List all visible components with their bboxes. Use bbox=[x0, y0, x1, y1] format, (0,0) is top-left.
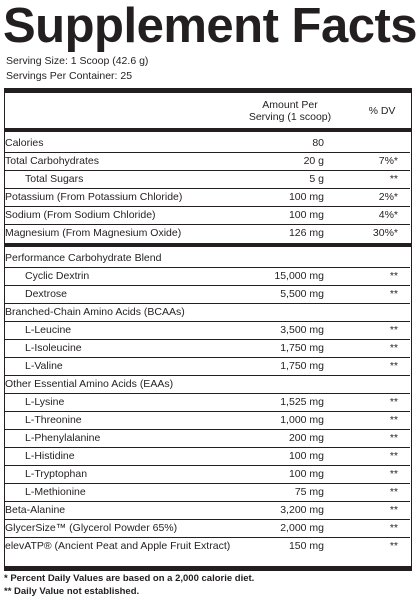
nutrient-row bbox=[5, 285, 410, 303]
nutrient-amount: 1,750 mg bbox=[280, 360, 324, 372]
nutrient-name: Dextrose bbox=[25, 288, 68, 300]
nutrient-row bbox=[5, 267, 410, 285]
nutrient-amount: 1,525 mg bbox=[280, 396, 324, 408]
nutrient-amount: 20 g bbox=[303, 155, 324, 167]
amount-header bbox=[234, 99, 346, 123]
section-thick-rule bbox=[4, 243, 412, 247]
nutrient-dv: ** bbox=[389, 288, 398, 300]
nutrient-dv: ** bbox=[389, 414, 398, 426]
nutrient-dv: ** bbox=[389, 486, 398, 498]
nutrient-name: Branched-Chain Amino Acids (BCAAs) bbox=[5, 306, 185, 318]
nutrient-name: L-Lysine bbox=[25, 396, 65, 408]
nutrient-amount: 100 mg bbox=[288, 468, 324, 480]
nutrient-amount: 2,000 mg bbox=[280, 522, 324, 534]
nutrient-row bbox=[5, 152, 410, 170]
nutrient-name: Cyclic Dextrin bbox=[25, 270, 90, 282]
nutrient-name: Magnesium (From Magnesium Oxide) bbox=[5, 227, 182, 239]
nutrient-name: Beta-Alanine bbox=[5, 504, 66, 516]
nutrient-name: L-Histidine bbox=[25, 450, 75, 462]
nutrient-name: L-Phenylalanine bbox=[25, 432, 101, 444]
nutrient-amount: 5,500 mg bbox=[280, 288, 324, 300]
nutrient-name: Performance Carbohydrate Blend bbox=[5, 252, 162, 264]
nutrient-dv: ** bbox=[389, 324, 398, 336]
nutrient-name: L-Tryptophan bbox=[25, 468, 88, 480]
nutrient-row bbox=[5, 249, 410, 267]
amount-header-line2: Serving (1 scoop) bbox=[248, 111, 332, 123]
nutrient-dv: ** bbox=[389, 396, 398, 408]
nutrient-dv: 4%* bbox=[378, 209, 398, 221]
nutrient-dv: ** bbox=[389, 468, 398, 480]
nutrient-dv: 2%* bbox=[378, 191, 398, 203]
nutrient-amount: 126 mg bbox=[288, 227, 324, 239]
nutrient-amount: 100 mg bbox=[288, 450, 324, 462]
nutrient-amount: 15,000 mg bbox=[274, 270, 324, 282]
nutrient-name: Calories bbox=[5, 137, 44, 149]
nutrient-row bbox=[5, 170, 410, 188]
nutrient-row bbox=[5, 483, 410, 501]
page-title: Supplement Facts bbox=[3, 0, 418, 53]
nutrient-name: elevATP® (Ancient Peat and Apple Fruit Extract) bbox=[5, 540, 231, 552]
nutrient-dv: ** bbox=[389, 432, 398, 444]
nutrient-amount: 3,500 mg bbox=[280, 324, 324, 336]
nutrient-name: Other Essential Amino Acids (EAAs) bbox=[5, 378, 174, 390]
nutrient-name: Sodium (From Sodium Chloride) bbox=[5, 209, 156, 221]
nutrient-name: Total Sugars bbox=[25, 173, 84, 185]
nutrient-row bbox=[5, 537, 410, 555]
nutrient-name: Total Carbohydrates bbox=[5, 155, 99, 167]
dv-header: % DV bbox=[368, 105, 396, 117]
nutrient-name: L-Valine bbox=[25, 360, 63, 372]
nutrient-name: L-Isoleucine bbox=[25, 342, 82, 354]
nutrient-row bbox=[5, 321, 410, 339]
nutrient-row bbox=[5, 375, 410, 393]
nutrient-row bbox=[5, 411, 410, 429]
nutrient-row bbox=[5, 501, 410, 519]
nutrient-dv: ** bbox=[389, 342, 398, 354]
nutrient-amount: 5 g bbox=[309, 173, 324, 185]
nutrient-dv: 30%* bbox=[372, 227, 398, 239]
nutrient-amount: 100 mg bbox=[288, 209, 324, 221]
footnote-dv: ** Daily Value not established. bbox=[4, 586, 140, 597]
nutrient-dv: 7%* bbox=[378, 155, 398, 167]
serving-size: Serving Size: 1 Scoop (42.6 g) bbox=[6, 55, 149, 67]
nutrient-row bbox=[5, 465, 410, 483]
nutrient-amount: 150 mg bbox=[288, 540, 324, 552]
nutrient-amount: 200 mg bbox=[288, 432, 324, 444]
nutrient-amount: 1,750 mg bbox=[280, 342, 324, 354]
nutrient-row bbox=[5, 429, 410, 447]
nutrient-amount: 1,000 mg bbox=[280, 414, 324, 426]
servings-per-container: Servings Per Container: 25 bbox=[6, 70, 133, 82]
nutrient-row bbox=[5, 134, 410, 152]
nutrient-name: L-Leucine bbox=[25, 324, 72, 336]
nutrient-dv: ** bbox=[389, 504, 398, 516]
nutrient-row bbox=[5, 447, 410, 465]
nutrient-row bbox=[5, 393, 410, 411]
nutrient-name: L-Threonine bbox=[25, 414, 82, 426]
nutrient-row bbox=[5, 188, 410, 206]
nutrient-dv: ** bbox=[389, 522, 398, 534]
nutrient-dv: ** bbox=[389, 173, 398, 185]
nutrient-row bbox=[5, 357, 410, 375]
nutrient-amount: 80 bbox=[312, 137, 324, 149]
bottom-thick-rule bbox=[4, 566, 412, 571]
nutrient-amount: 100 mg bbox=[288, 191, 324, 203]
nutrient-amount: 75 mg bbox=[294, 486, 324, 498]
nutrient-dv: ** bbox=[389, 360, 398, 372]
amount-header-line1: Amount Per bbox=[262, 99, 318, 111]
nutrient-row bbox=[5, 519, 410, 537]
nutrient-dv: ** bbox=[389, 540, 398, 552]
nutrient-dv: ** bbox=[389, 270, 398, 282]
nutrient-name: L-Methionine bbox=[25, 486, 86, 498]
nutrient-name: GlycerSize™ (Glycerol Powder 65%) bbox=[5, 522, 178, 534]
nutrient-row bbox=[5, 224, 410, 242]
header-thick-rule bbox=[4, 128, 412, 132]
nutrient-name: Potassium (From Potassium Chloride) bbox=[5, 191, 183, 203]
footnote-percent: * Percent Daily Values are based on a 2,000 calorie diet. bbox=[4, 573, 255, 584]
nutrient-row bbox=[5, 206, 410, 224]
nutrient-row bbox=[5, 303, 410, 321]
nutrient-amount: 3,200 mg bbox=[280, 504, 324, 516]
nutrient-dv: ** bbox=[389, 450, 398, 462]
nutrient-row bbox=[5, 339, 410, 357]
